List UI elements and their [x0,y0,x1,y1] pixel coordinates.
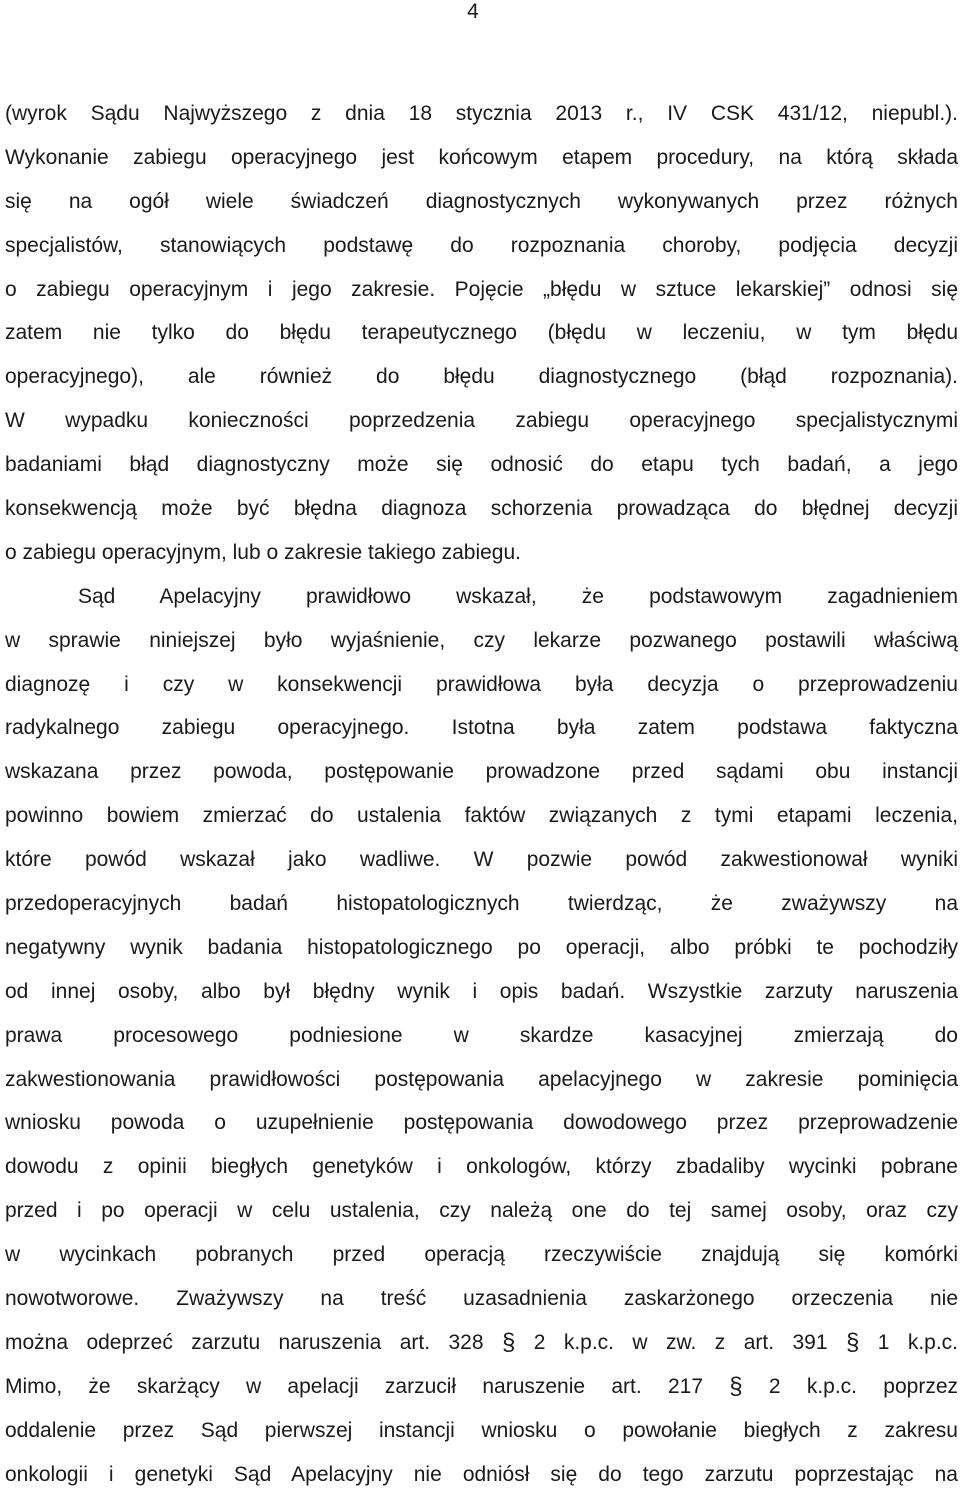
text-line: powinno bowiem zmierzać do ustalenia faktów związanych z tymi etapami leczenia, [5,804,958,828]
text-line: konsekwencją może być błędna diagnoza schorzenia prowadząca do błędnej decyzji [5,497,958,521]
text-line: wskazana przez powoda, postępowanie prowadzone przed sądami obu instancji [5,760,958,784]
text-line: przedoperacyjnych badań histopatologicznych twierdząc, że zważywszy na [5,892,958,916]
text-line: dowodu z opinii biegłych genetyków i onkologów, którzy zbadaliby wycinki pobrane [5,1155,958,1179]
section-sign: § [729,1372,743,1400]
text-fragment: 1 k.p.c. [859,1330,958,1354]
text-line: w sprawie niniejszej było wyjaśnienie, czy lekarze pozwanego postawili właściwą [5,628,958,652]
text-line: od innej osoby, albo był błędny wynik i opis badań. Wszystkie zarzuty naruszenia [5,979,958,1003]
text-fragment: Mimo, że skarżący w apelacji zarzucił naruszenie art. 217 [5,1374,730,1398]
section-sign: § [501,1328,516,1356]
text-fragment: można odeprzeć zarzutu naruszenia art. 328 [5,1330,502,1354]
text-line: specjalistów, stanowiących podstawę do rozpoznania choroby, podjęcia decyzji [5,233,958,257]
text-line: przed i po operacji w celu ustalenia, czy należą one do tej samej osoby, oraz czy [5,1199,958,1223]
text-line: diagnozę i czy w konsekwencji prawidłowa była decyzja o przeprowadzeniu [5,672,958,696]
text-line: Wykonanie zabiegu operacyjnego jest końcowym etapem procedury, na którą składa [5,145,958,169]
text-line: prawa procesowego podniesione w skardze kasacyjnej zmierzają do [5,1023,958,1047]
text-line: które powód wskazał jako wadliwe. W pozwie powód zakwestionował wyniki [5,848,958,872]
text-line-with-section-signs [5,1321,958,1365]
text-line: radykalnego zabiegu operacyjnego. Istotna była zatem podstawa faktyczna [5,716,958,740]
section-sign: § [845,1328,860,1356]
text-line: badaniami błąd diagnostyczny może się odnosić do etapu tych badań, a jego [5,453,958,477]
text-line: zatem nie tylko do błędu terapeutycznego (błędu w leczeniu, w tym błędu [5,321,958,345]
text-line-with-section-sign [5,1365,958,1409]
text-line: oddalenie przez Sąd pierwszej instancji wniosku o powołanie biegłych z zakresu [5,1418,958,1442]
text-line: nowotworowe. Zważywszy na treść uzasadnienia zaskarżonego orzeczenia nie [5,1287,958,1311]
text-line: wniosku powoda o uzupełnienie postępowania dowodowego przez przeprowadzenie [5,1111,958,1135]
text-line: negatywny wynik badania histopatologicznego po operacji, albo próbki te pochodziły [5,935,958,959]
text-line: zakwestionowania prawidłowości postępowania apelacyjnego w zakresie pominięcia [5,1067,958,1091]
page-number: 4 [467,0,479,23]
text-line: się na ogół wiele świadczeń diagnostycznych wykonywanych przez różnych [5,189,958,213]
paragraph-first-line: Sąd Apelacyjny prawidłowo wskazał, że podstawowym zagadnieniem [78,584,958,608]
text-line: o zabiegu operacyjnym i jego zakresie. Pojęcie „błędu w sztuce lekarskiej” odnosi się [5,277,958,301]
text-fragment: 2 k.p.c. poprzez [742,1374,958,1398]
text-line: o zabiegu operacyjnym, lub o zakresie takiego zabiegu. [5,540,521,564]
text-line: onkologii i genetyki Sąd Apelacyjny nie odniósł się do tego zarzutu poprzestając na [5,1462,958,1486]
text-line: W wypadku konieczności poprzedzenia zabiegu operacyjnego specjalistycznymi [5,409,958,433]
text-line: operacyjnego), ale również do błędu diagnostycznego (błąd rozpoznania). [5,365,958,389]
document-body [5,92,958,1497]
text-fragment: 2 k.p.c. w zw. z art. 391 [515,1330,846,1354]
text-line: (wyrok Sądu Najwyższego z dnia 18 stycznia 2013 r., IV CSK 431/12, niepubl.). [5,102,958,125]
text-line: w wycinkach pobranych przed operacją rzeczywiście znajdują się komórki [5,1243,958,1267]
